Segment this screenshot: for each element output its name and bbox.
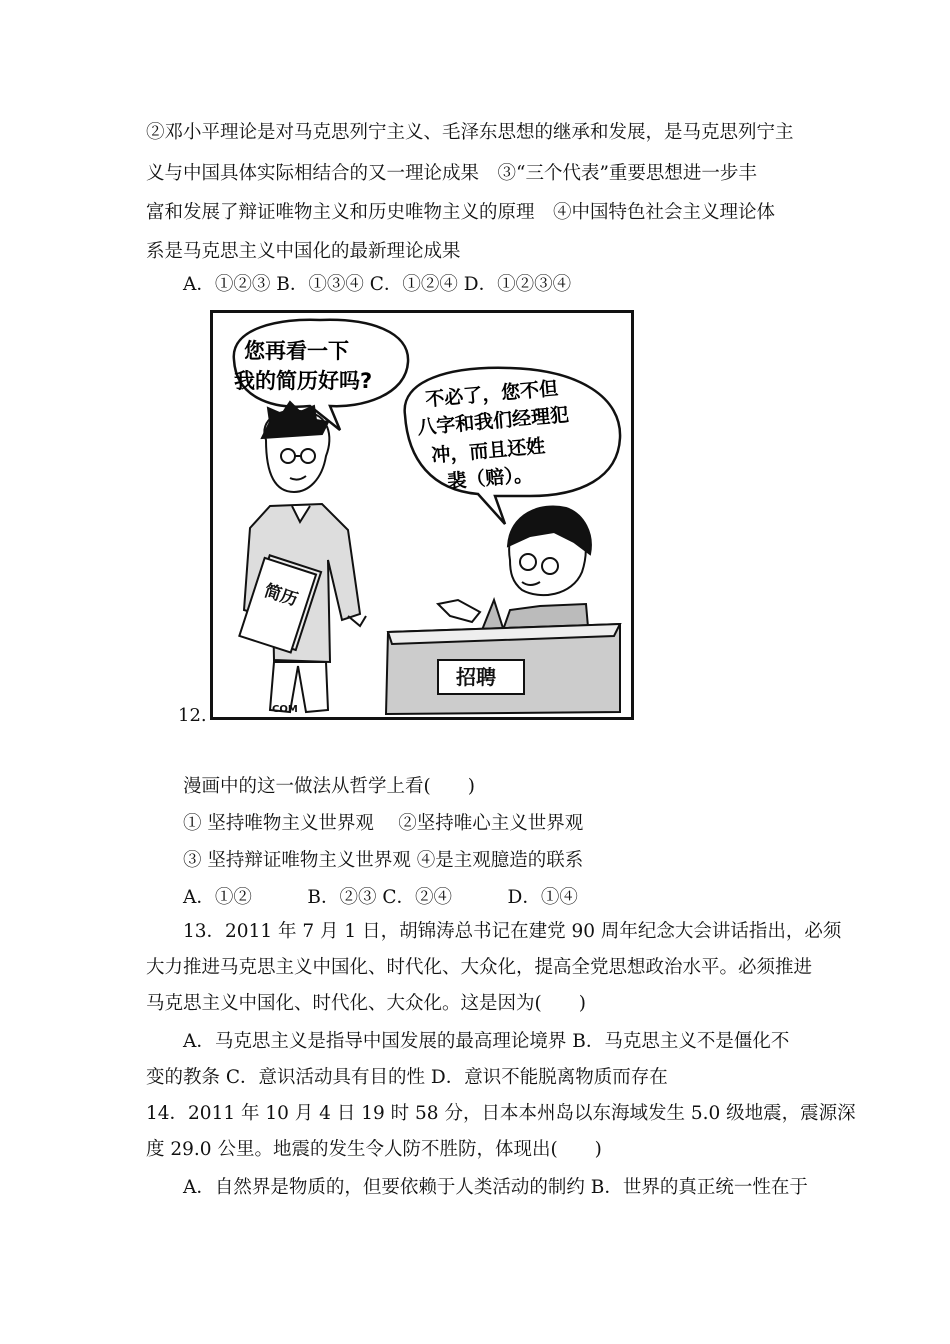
text-line: ②邓小平理论是对马克思列宁主义、毛泽东思想的继承和发展，是马克思列宁主 [146, 122, 794, 143]
option-line: ③ 坚持辩证唯物主义世界观 ④是主观臆造的联系 [183, 850, 584, 871]
answer-options: 变的教条 C．意识活动具有目的性 D．意识不能脱离物质而存在 [146, 1067, 668, 1088]
bubble-left-line: 我的简历好吗? [234, 369, 373, 393]
bubble-right-line: 冲，而且还姓 [430, 435, 547, 467]
bubble-right-line: 不必了，您不但 [424, 377, 559, 411]
desk-sign-label: 招聘 [456, 665, 496, 689]
text-line: 义与中国具体实际相结合的又一理论成果 ③“三个代表”重要思想进一步丰 [146, 163, 757, 184]
question-text: 马克思主义中国化、时代化、大众化。这是因为( ) [146, 993, 586, 1014]
answer-options: A．自然界是物质的，但要依赖于人类活动的制约 B．世界的真正统一性在于 [183, 1177, 808, 1198]
question-stem: 漫画中的这一做法从哲学上看( ) [183, 776, 475, 797]
bubble-right-line: 八字和我们经理犯 [416, 403, 570, 439]
question-text: 14．2011 年 10 月 4 日 19 时 58 分，日本本州岛以东海域发生 5.0 级地震，震源深 [146, 1103, 856, 1124]
question-text: 度 29.0 公里。地震的发生令人防不胜防，体现出( ) [146, 1139, 602, 1160]
recruitment-desk [386, 624, 620, 714]
question-text: 大力推进马克思主义中国化、时代化、大众化，提高全党思想政治水平。必须推进 [146, 957, 813, 978]
text-line: 富和发展了辩证唯物主义和历史唯物主义的原理 ④中国特色社会主义理论体 [146, 202, 776, 223]
bubble-left-line: 您再看一下 [244, 339, 349, 363]
question-text: 13．2011 年 7 月 1 日，胡锦涛总书记在建党 90 周年纪念大会讲话指出，必须 [183, 921, 842, 942]
resume-folder-label: 简历 [261, 580, 301, 611]
text-line: 系是马克思主义中国化的最新理论成果 [146, 241, 461, 262]
comic-illustration [210, 310, 634, 720]
answer-options: A．①②③ B．①③④ C．①②④ D．①②③④ [183, 274, 572, 295]
bubble-right-line: 裴（赔）。 [446, 463, 534, 493]
question-number: 12. [178, 705, 207, 726]
shirt-text: COM [272, 704, 298, 715]
answer-options: A．①② B．②③ C．②④ D．①④ [183, 887, 578, 908]
answer-options: A．马克思主义是指导中国发展的最高理论境界 B．马克思主义不是僵化不 [183, 1031, 790, 1052]
option-line: ① 坚持唯物主义世界观 ②坚持唯心主义世界观 [183, 813, 584, 834]
